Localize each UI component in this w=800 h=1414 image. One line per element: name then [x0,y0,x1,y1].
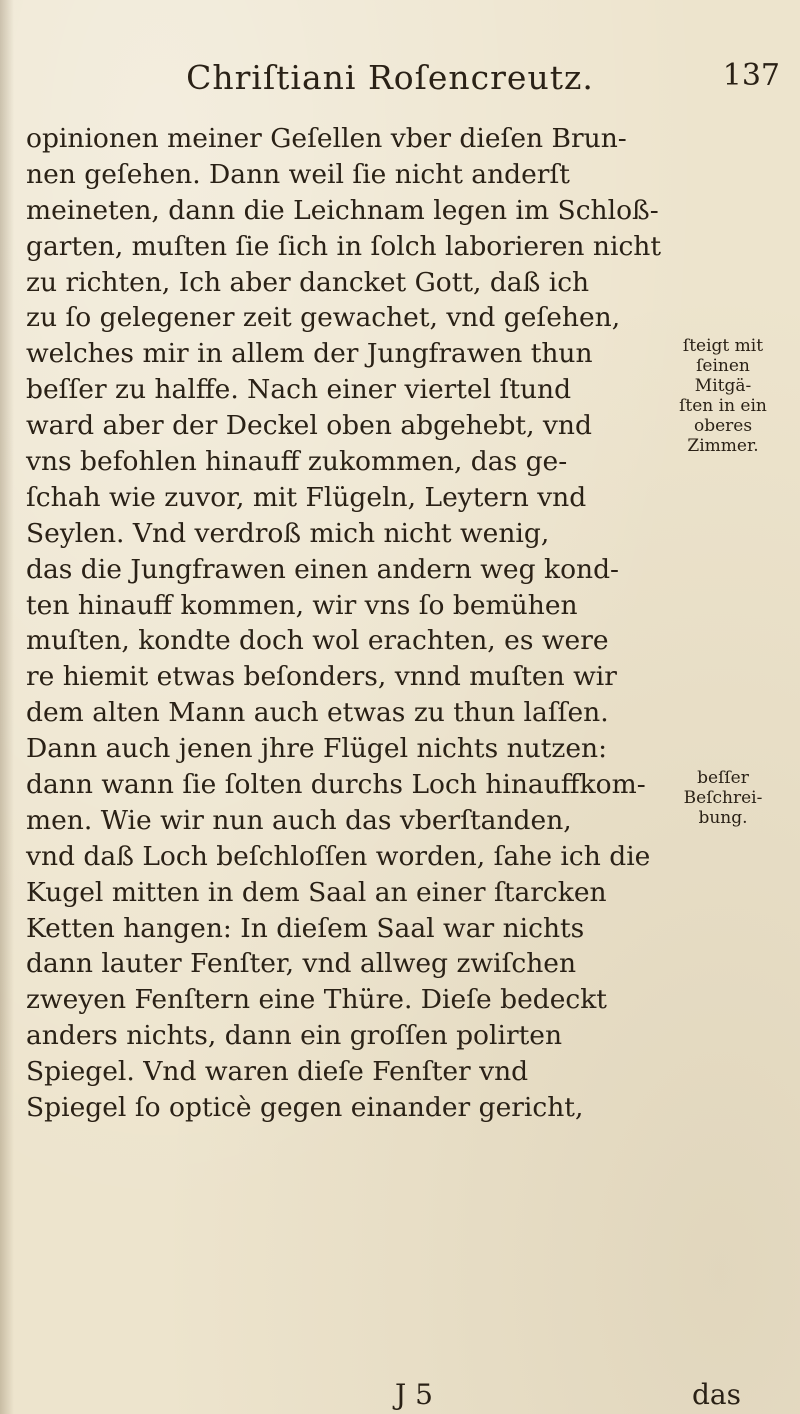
text-line: zweyen Fenſtern eine Thüre. Dieſe bedeckt [26,984,607,1016]
text-line: Kugel mitten in dem Saal an einer ſtarcken [26,876,607,908]
margin-note-line: bung. [698,808,748,828]
text-line: opinionen meiner Geſellen vber dieſen Brun- [26,123,627,154]
margin-note-description [648,768,798,828]
text-line: Spiegel. Vnd waren dieſe Fenſter vnd [26,1056,529,1088]
text-line: dann wann ſie ſolten durchs Loch hinauffkom- [26,769,646,801]
text-line: zu richten, Ich aber dancket Gott, daß ich [26,266,590,298]
text-line: ſchah wie zuvor, mit Flügeln, Leytern vnd [26,481,587,513]
margin-note-line: oberes [693,416,753,436]
text-line: beſſer zu halffe. Nach einer viertel ſtund [26,374,572,406]
text-line: zu ſo gelegener zeit gewachet, vnd geſehen, [26,302,621,334]
margin-note-line: Mitgä- [694,376,752,396]
text-line: vns befohlen hinauff zukommen, das ge- [26,446,568,478]
margin-note-line: Beſchrei- [683,788,763,808]
margin-note-ascent [648,336,798,456]
page-footer [0,1378,800,1414]
running-head [110,58,780,102]
text-line: nen geſehen. Dann weil ſie nicht anderſt [26,158,570,190]
text-line: Dann auch jenen jhre Flügel nichts nutzen: [26,733,608,765]
text-line: men. Wie wir nun auch das vberſtanden, [26,804,572,836]
catchword: das [692,1378,741,1411]
text-line: Ketten hangen: In dieſem Saal war nichts [26,912,585,944]
text-line: muſten, kondte doch wol erachten, es were [26,625,609,657]
running-title: Chriſtiani Roſencreutz. [186,58,594,97]
margin-note-line: ſten in ein [679,396,767,416]
signature-mark: J 5 [395,1378,433,1411]
text-line: garten, muſten ſie ſich in ſolch laborieren nicht [26,230,662,262]
margin-note-line: Zimmer. [687,436,759,456]
text-line: dann lauter Fenſter, vnd allweg zwiſchen [26,948,577,980]
text-line: meineten, dann die Leichnam legen im Schloß- [26,194,659,226]
body-text [26,121,662,1126]
text-line: vnd daß Loch beſchloſſen worden, ſahe ich die [26,840,651,872]
text-line: Spiegel ſo opticè gegen einander gericht, [26,1092,584,1124]
text-line: das die Jungfrawen einen andern weg kond- [26,553,620,585]
text-line: Seylen. Vnd verdroß mich nicht wenig, [26,517,550,549]
text-line: dem alten Mann auch etwas zu thun laſſen. [26,697,609,729]
page-gutter-shadow [0,0,14,1414]
text-line: ten hinauff kommen, wir vns ſo bemühen [26,589,578,621]
text-line: welches mir in allem der Jungfrawen thun [26,338,593,370]
page-number: 137 [722,58,780,93]
margin-note-line: ſteigt mit [682,336,764,356]
text-line: ward aber der Deckel oben abgehebt, vnd [26,410,592,442]
margin-note-line: ſeinen [696,356,750,376]
margin-note-line: beſſer [697,768,749,788]
text-line: anders nichts, dann ein groſſen polirten [26,1020,563,1052]
text-line: re hiemit etwas beſonders, vnnd muſten wir [26,661,617,693]
